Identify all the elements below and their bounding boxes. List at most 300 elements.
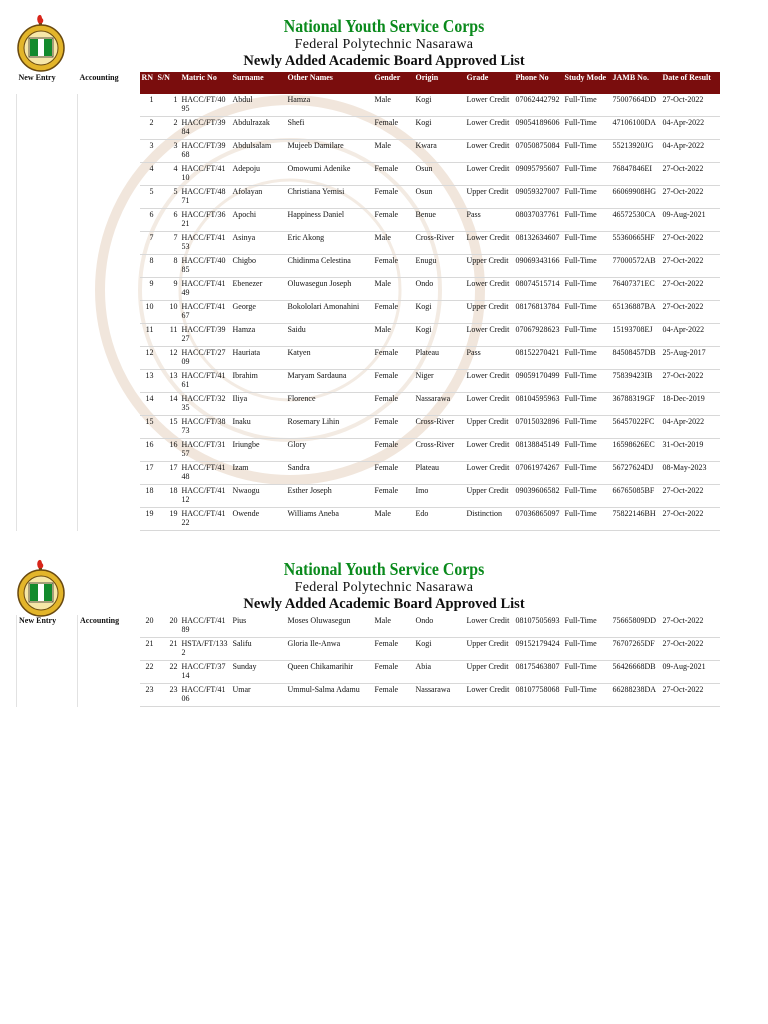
cell-3: Pius bbox=[231, 615, 286, 638]
cell-0: 17 bbox=[140, 462, 156, 485]
cell-6: Cross-River bbox=[414, 232, 465, 255]
table-row bbox=[17, 94, 720, 117]
cell-5: Female bbox=[373, 186, 414, 209]
cell-6: Nassarawa bbox=[414, 684, 465, 707]
cell-5: Male bbox=[373, 232, 414, 255]
cell-2: HACC/FT/41 53 bbox=[180, 232, 231, 255]
cell-11: 27-Oct-2022 bbox=[661, 186, 720, 209]
cell-1: 16 bbox=[156, 439, 180, 462]
cell-11: 04-Apr-2022 bbox=[661, 324, 720, 347]
cell-3: Hauriata bbox=[231, 347, 286, 370]
side-cell bbox=[78, 347, 140, 370]
cell-10: 16598626EC bbox=[611, 439, 661, 462]
table-row bbox=[17, 508, 720, 531]
cell-10: 75665809DD bbox=[611, 615, 661, 638]
cell-8: 07062442792 bbox=[514, 94, 563, 117]
cell-1: 13 bbox=[156, 370, 180, 393]
cell-11: 27-Oct-2022 bbox=[661, 638, 720, 661]
cell-6: Cross-River bbox=[414, 416, 465, 439]
cell-10: 46572530CA bbox=[611, 209, 661, 232]
cell-4: Ummul-Salma Adamu bbox=[286, 684, 373, 707]
cell-4: Queen Chikamarihir bbox=[286, 661, 373, 684]
cell-1: 15 bbox=[156, 416, 180, 439]
side-cell bbox=[17, 485, 78, 508]
cell-0: 1 bbox=[140, 94, 156, 117]
cell-9: Full-Time bbox=[563, 324, 611, 347]
table-row bbox=[17, 439, 720, 462]
cell-6: Ondo bbox=[414, 278, 465, 301]
cell-7: Lower Credit bbox=[465, 140, 514, 163]
cell-3: Asinya bbox=[231, 232, 286, 255]
cell-11: 04-Apr-2022 bbox=[661, 140, 720, 163]
side-cell bbox=[17, 347, 78, 370]
cell-6: Ondo bbox=[414, 615, 465, 638]
cell-11: 27-Oct-2022 bbox=[661, 163, 720, 186]
table-row bbox=[17, 661, 720, 684]
table-header-row bbox=[17, 72, 720, 94]
side-cell bbox=[78, 140, 140, 163]
cell-1: 9 bbox=[156, 278, 180, 301]
col-header: Grade bbox=[465, 72, 514, 94]
cell-5: Female bbox=[373, 393, 414, 416]
cell-5: Male bbox=[373, 140, 414, 163]
category-label: New Entry bbox=[17, 72, 78, 94]
cell-8: 09152179424 bbox=[514, 638, 563, 661]
org-name: National Youth Service Corps bbox=[283, 16, 485, 36]
cell-2: HACC/FT/40 85 bbox=[180, 255, 231, 278]
cell-7: Upper Credit bbox=[465, 255, 514, 278]
cell-1: 1 bbox=[156, 94, 180, 117]
cell-11: 27-Oct-2022 bbox=[661, 485, 720, 508]
cell-2: HACC/FT/41 89 bbox=[180, 615, 231, 638]
cell-8: 09095795607 bbox=[514, 163, 563, 186]
cell-1: 10 bbox=[156, 301, 180, 324]
cell-7: Lower Credit bbox=[465, 615, 514, 638]
cell-6: Cross-River bbox=[414, 439, 465, 462]
cell-4: Christiana Yemisi bbox=[286, 186, 373, 209]
cell-2: HACC/FT/31 57 bbox=[180, 439, 231, 462]
table-row bbox=[17, 163, 720, 186]
cell-8: 09054189606 bbox=[514, 117, 563, 140]
list-title: Newly Added Academic Board Approved List bbox=[243, 53, 525, 69]
cell-0: 13 bbox=[140, 370, 156, 393]
cell-10: 76407371EC bbox=[611, 278, 661, 301]
col-header: Study Mode bbox=[563, 72, 611, 94]
cell-9: Full-Time bbox=[563, 439, 611, 462]
side-cell bbox=[17, 140, 78, 163]
cell-1: 5 bbox=[156, 186, 180, 209]
cell-5: Female bbox=[373, 439, 414, 462]
cell-1: 11 bbox=[156, 324, 180, 347]
cell-3: Afolayan bbox=[231, 186, 286, 209]
cell-2: HACC/FT/48 71 bbox=[180, 186, 231, 209]
cell-11: 27-Oct-2022 bbox=[661, 684, 720, 707]
cell-3: Inaku bbox=[231, 416, 286, 439]
cell-3: George bbox=[231, 301, 286, 324]
cell-6: Abia bbox=[414, 661, 465, 684]
cell-2: HACC/FT/27 09 bbox=[180, 347, 231, 370]
cell-10: 15193708EJ bbox=[611, 324, 661, 347]
table-row bbox=[17, 301, 720, 324]
cell-2: HACC/FT/41 48 bbox=[180, 462, 231, 485]
cell-5: Female bbox=[373, 163, 414, 186]
cell-2: HACC/FT/41 49 bbox=[180, 278, 231, 301]
side-cell bbox=[78, 94, 140, 117]
cell-6: Osun bbox=[414, 186, 465, 209]
cell-11: 09-Aug-2021 bbox=[661, 209, 720, 232]
cell-1: 21 bbox=[156, 638, 180, 661]
list-title: Newly Added Academic Board Approved List bbox=[243, 596, 525, 612]
cell-8: 08107505693 bbox=[514, 615, 563, 638]
cell-5: Female bbox=[373, 347, 414, 370]
cell-6: Kogi bbox=[414, 301, 465, 324]
side-cell bbox=[17, 439, 78, 462]
cell-11: 18-Dec-2019 bbox=[661, 393, 720, 416]
cell-2: HACC/FT/39 84 bbox=[180, 117, 231, 140]
cell-6: Benue bbox=[414, 209, 465, 232]
cell-2: HACC/FT/41 10 bbox=[180, 163, 231, 186]
cell-5: Male bbox=[373, 508, 414, 531]
cell-9: Full-Time bbox=[563, 186, 611, 209]
cell-10: 76847846EI bbox=[611, 163, 661, 186]
cell-6: Kwara bbox=[414, 140, 465, 163]
cell-9: Full-Time bbox=[563, 117, 611, 140]
cell-5: Female bbox=[373, 638, 414, 661]
cell-9: Full-Time bbox=[563, 638, 611, 661]
cell-0: 22 bbox=[140, 661, 156, 684]
cell-9: Full-Time bbox=[563, 508, 611, 531]
cell-2: HACC/FT/41 67 bbox=[180, 301, 231, 324]
cell-6: Imo bbox=[414, 485, 465, 508]
cell-3: Chigbo bbox=[231, 255, 286, 278]
cell-8: 07015032896 bbox=[514, 416, 563, 439]
cell-6: Kogi bbox=[414, 638, 465, 661]
cell-8: 08107758068 bbox=[514, 684, 563, 707]
cell-7: Lower Credit bbox=[465, 278, 514, 301]
table-row bbox=[17, 393, 720, 416]
cell-11: 08-May-2023 bbox=[661, 462, 720, 485]
cell-8: 09059170499 bbox=[514, 370, 563, 393]
cell-7: Lower Credit bbox=[465, 439, 514, 462]
cell-10: 65136887BA bbox=[611, 301, 661, 324]
cell-2: HSTA/FT/133 2 bbox=[180, 638, 231, 661]
cell-7: Upper Credit bbox=[465, 186, 514, 209]
cell-1: 14 bbox=[156, 393, 180, 416]
cell-8: 09059327007 bbox=[514, 186, 563, 209]
cell-2: HACC/FT/41 12 bbox=[180, 485, 231, 508]
cell-0: 9 bbox=[140, 278, 156, 301]
cell-5: Female bbox=[373, 370, 414, 393]
cell-9: Full-Time bbox=[563, 94, 611, 117]
cell-5: Female bbox=[373, 416, 414, 439]
cell-5: Female bbox=[373, 684, 414, 707]
side-cell bbox=[78, 416, 140, 439]
table-row bbox=[17, 684, 720, 707]
category-label: New Entry bbox=[17, 615, 78, 638]
cell-11: 27-Oct-2022 bbox=[661, 94, 720, 117]
side-cell bbox=[78, 661, 140, 684]
cell-4: Saidu bbox=[286, 324, 373, 347]
cell-7: Lower Credit bbox=[465, 462, 514, 485]
cell-6: Kogi bbox=[414, 117, 465, 140]
table-row bbox=[17, 232, 720, 255]
side-cell bbox=[78, 232, 140, 255]
cell-1: 3 bbox=[156, 140, 180, 163]
side-cell bbox=[78, 301, 140, 324]
cell-8: 07036865097 bbox=[514, 508, 563, 531]
cell-6: Kogi bbox=[414, 324, 465, 347]
cell-4: Moses Oluwasegun bbox=[286, 615, 373, 638]
cell-8: 08138845149 bbox=[514, 439, 563, 462]
cell-8: 08074515714 bbox=[514, 278, 563, 301]
cell-11: 25-Aug-2017 bbox=[661, 347, 720, 370]
cell-11: 27-Oct-2022 bbox=[661, 255, 720, 278]
cell-1: 22 bbox=[156, 661, 180, 684]
institution-name: Federal Polytechnic Nasarawa bbox=[294, 37, 474, 52]
cell-6: Kogi bbox=[414, 94, 465, 117]
cell-7: Lower Credit bbox=[465, 232, 514, 255]
cell-9: Full-Time bbox=[563, 393, 611, 416]
cell-11: 27-Oct-2022 bbox=[661, 508, 720, 531]
side-cell bbox=[17, 393, 78, 416]
cell-2: HACC/FT/41 06 bbox=[180, 684, 231, 707]
table-row bbox=[17, 416, 720, 439]
table-row bbox=[17, 324, 720, 347]
cell-7: Lower Credit bbox=[465, 324, 514, 347]
cell-3: Abdulrazak bbox=[231, 117, 286, 140]
cell-4: Esther Joseph bbox=[286, 485, 373, 508]
cell-3: Apochi bbox=[231, 209, 286, 232]
cell-4: Williams Aneba bbox=[286, 508, 373, 531]
cell-4: Shefi bbox=[286, 117, 373, 140]
side-cell bbox=[17, 638, 78, 661]
cell-8: 08104595963 bbox=[514, 393, 563, 416]
side-cell bbox=[17, 232, 78, 255]
col-header: Date of Result bbox=[661, 72, 720, 94]
cell-11: 09-Aug-2021 bbox=[661, 661, 720, 684]
cell-1: 20 bbox=[156, 615, 180, 638]
side-cell bbox=[17, 255, 78, 278]
side-cell bbox=[78, 117, 140, 140]
cell-5: Female bbox=[373, 301, 414, 324]
cell-7: Lower Credit bbox=[465, 94, 514, 117]
cell-4: Maryam Sardauna bbox=[286, 370, 373, 393]
cell-1: 18 bbox=[156, 485, 180, 508]
cell-3: Abdul bbox=[231, 94, 286, 117]
cell-3: Iriungbe bbox=[231, 439, 286, 462]
side-cell bbox=[78, 684, 140, 707]
side-cell bbox=[78, 462, 140, 485]
cell-3: Ibrahim bbox=[231, 370, 286, 393]
cell-8: 07067928623 bbox=[514, 324, 563, 347]
col-header: Surname bbox=[231, 72, 286, 94]
cell-3: Izam bbox=[231, 462, 286, 485]
cell-8: 08175463807 bbox=[514, 661, 563, 684]
cell-6: Niger bbox=[414, 370, 465, 393]
cell-7: Lower Credit bbox=[465, 370, 514, 393]
cell-4: Bokololari Amonahini bbox=[286, 301, 373, 324]
cell-7: Distinction bbox=[465, 508, 514, 531]
cell-4: Katyen bbox=[286, 347, 373, 370]
side-cell bbox=[17, 416, 78, 439]
cell-9: Full-Time bbox=[563, 163, 611, 186]
cell-2: HACC/FT/41 61 bbox=[180, 370, 231, 393]
cell-4: Rosemary Lihin bbox=[286, 416, 373, 439]
table-row bbox=[17, 615, 720, 638]
cell-3: Nwaogu bbox=[231, 485, 286, 508]
cell-9: Full-Time bbox=[563, 255, 611, 278]
cell-4: Happiness Daniel bbox=[286, 209, 373, 232]
side-cell bbox=[17, 278, 78, 301]
cell-2: HACC/FT/40 95 bbox=[180, 94, 231, 117]
cell-8: 07061974267 bbox=[514, 462, 563, 485]
col-header: Other Names bbox=[286, 72, 373, 94]
table-row bbox=[17, 347, 720, 370]
cell-8: 08152270421 bbox=[514, 347, 563, 370]
cell-10: 36788319GF bbox=[611, 393, 661, 416]
cell-1: 4 bbox=[156, 163, 180, 186]
cell-4: Gloria Ile-Anwa bbox=[286, 638, 373, 661]
table-row bbox=[17, 186, 720, 209]
cell-10: 76707265DF bbox=[611, 638, 661, 661]
cell-11: 31-Oct-2019 bbox=[661, 439, 720, 462]
table-row bbox=[17, 209, 720, 232]
cell-3: Salifu bbox=[231, 638, 286, 661]
cell-5: Male bbox=[373, 94, 414, 117]
col-header: Phone No bbox=[514, 72, 563, 94]
cell-8: 08176813784 bbox=[514, 301, 563, 324]
cell-9: Full-Time bbox=[563, 140, 611, 163]
cell-0: 16 bbox=[140, 439, 156, 462]
cell-2: HACC/FT/41 22 bbox=[180, 508, 231, 531]
cell-1: 17 bbox=[156, 462, 180, 485]
cell-2: HACC/FT/39 27 bbox=[180, 324, 231, 347]
col-header: Gender bbox=[373, 72, 414, 94]
cell-10: 66069908HG bbox=[611, 186, 661, 209]
cell-3: Iliya bbox=[231, 393, 286, 416]
cell-1: 23 bbox=[156, 684, 180, 707]
cell-10: 77000572AB bbox=[611, 255, 661, 278]
cell-0: 12 bbox=[140, 347, 156, 370]
cell-2: HACC/FT/32 35 bbox=[180, 393, 231, 416]
side-cell bbox=[17, 508, 78, 531]
table-row bbox=[17, 117, 720, 140]
cell-11: 27-Oct-2022 bbox=[661, 232, 720, 255]
cell-10: 56457022FC bbox=[611, 416, 661, 439]
cell-0: 15 bbox=[140, 416, 156, 439]
cell-10: 75839423IB bbox=[611, 370, 661, 393]
cell-0: 3 bbox=[140, 140, 156, 163]
cell-7: Pass bbox=[465, 347, 514, 370]
cell-0: 10 bbox=[140, 301, 156, 324]
cell-6: Osun bbox=[414, 163, 465, 186]
cell-4: Sandra bbox=[286, 462, 373, 485]
side-cell bbox=[78, 186, 140, 209]
cell-6: Edo bbox=[414, 508, 465, 531]
cell-6: Nassarawa bbox=[414, 393, 465, 416]
side-cell bbox=[78, 324, 140, 347]
cell-0: 7 bbox=[140, 232, 156, 255]
side-cell bbox=[78, 370, 140, 393]
side-cell bbox=[78, 485, 140, 508]
cell-9: Full-Time bbox=[563, 661, 611, 684]
cell-4: Mujeeb Damilare bbox=[286, 140, 373, 163]
side-cell bbox=[17, 209, 78, 232]
cell-9: Full-Time bbox=[563, 615, 611, 638]
cell-6: Plateau bbox=[414, 462, 465, 485]
cell-3: Ebenezer bbox=[231, 278, 286, 301]
table-row bbox=[17, 638, 720, 661]
cell-9: Full-Time bbox=[563, 232, 611, 255]
col-header: Matric No bbox=[180, 72, 231, 94]
cell-7: Lower Credit bbox=[465, 684, 514, 707]
side-cell bbox=[78, 163, 140, 186]
cell-10: 55213920JG bbox=[611, 140, 661, 163]
cell-8: 09039606582 bbox=[514, 485, 563, 508]
cell-3: Umar bbox=[231, 684, 286, 707]
cell-4: Oluwasegun Joseph bbox=[286, 278, 373, 301]
cell-7: Upper Credit bbox=[465, 301, 514, 324]
cell-11: 27-Oct-2022 bbox=[661, 301, 720, 324]
cell-10: 56426668DB bbox=[611, 661, 661, 684]
cell-6: Plateau bbox=[414, 347, 465, 370]
cell-0: 6 bbox=[140, 209, 156, 232]
institution-name: Federal Polytechnic Nasarawa bbox=[294, 580, 474, 595]
cell-5: Female bbox=[373, 485, 414, 508]
cell-2: HACC/FT/39 68 bbox=[180, 140, 231, 163]
cell-7: Lower Credit bbox=[465, 393, 514, 416]
cell-7: Pass bbox=[465, 209, 514, 232]
cell-5: Male bbox=[373, 324, 414, 347]
cell-3: Abdulsalam bbox=[231, 140, 286, 163]
col-header: JAMB No. bbox=[611, 72, 661, 94]
side-cell bbox=[78, 508, 140, 531]
cell-11: 27-Oct-2022 bbox=[661, 615, 720, 638]
cell-4: Florence bbox=[286, 393, 373, 416]
side-cell bbox=[17, 163, 78, 186]
side-cell bbox=[78, 439, 140, 462]
cell-10: 66765085BF bbox=[611, 485, 661, 508]
cell-10: 47106100DA bbox=[611, 117, 661, 140]
col-header: RN bbox=[140, 72, 156, 94]
side-cell bbox=[78, 209, 140, 232]
cell-8: 08037037761 bbox=[514, 209, 563, 232]
cell-5: Female bbox=[373, 117, 414, 140]
cell-8: 08132634607 bbox=[514, 232, 563, 255]
table-row bbox=[17, 370, 720, 393]
cell-4: Omowumi Adenike bbox=[286, 163, 373, 186]
table-row bbox=[17, 485, 720, 508]
cell-9: Full-Time bbox=[563, 485, 611, 508]
cell-0: 20 bbox=[140, 615, 156, 638]
cell-2: HACC/FT/36 21 bbox=[180, 209, 231, 232]
students-table-continued bbox=[16, 615, 719, 707]
cell-11: 27-Oct-2022 bbox=[661, 370, 720, 393]
side-cell bbox=[17, 370, 78, 393]
side-cell bbox=[17, 94, 78, 117]
cell-1: 2 bbox=[156, 117, 180, 140]
cell-9: Full-Time bbox=[563, 209, 611, 232]
col-header: S/N bbox=[156, 72, 180, 94]
cell-1: 7 bbox=[156, 232, 180, 255]
cell-10: 56727624DJ bbox=[611, 462, 661, 485]
cell-9: Full-Time bbox=[563, 370, 611, 393]
cell-4: Glory bbox=[286, 439, 373, 462]
cell-4: Hamza bbox=[286, 94, 373, 117]
cell-1: 6 bbox=[156, 209, 180, 232]
table-row bbox=[17, 255, 720, 278]
cell-9: Full-Time bbox=[563, 684, 611, 707]
